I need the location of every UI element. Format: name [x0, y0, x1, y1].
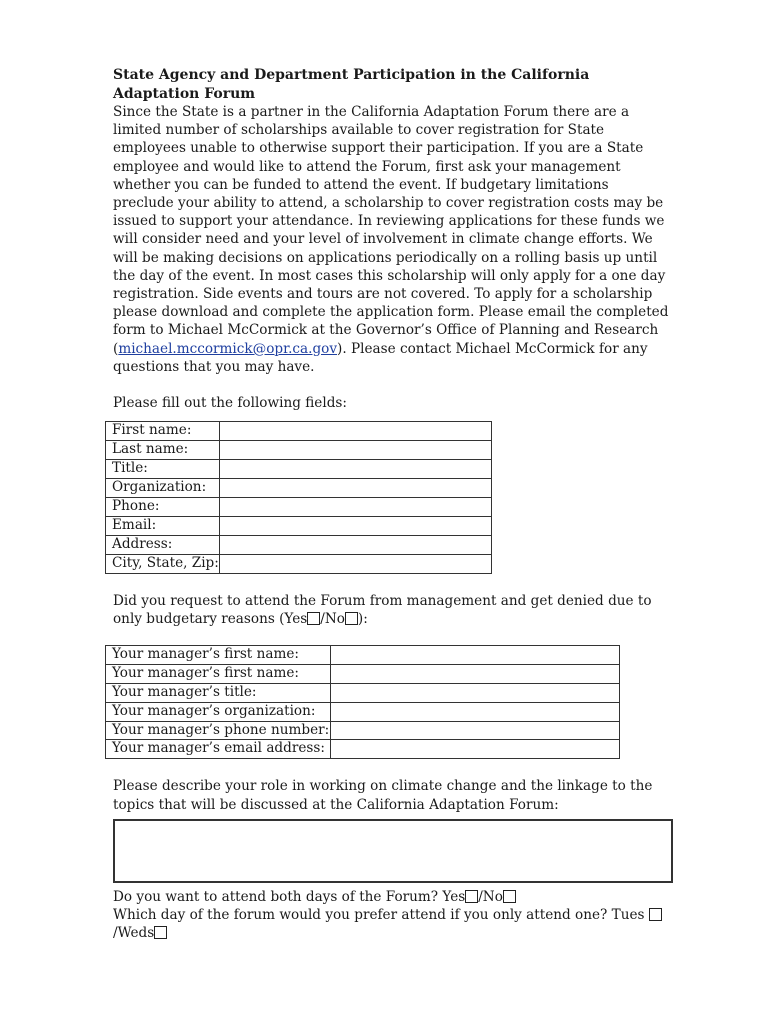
- city-state-zip-field[interactable]: [220, 554, 492, 573]
- manager-organization-field[interactable]: [331, 702, 620, 721]
- table-row: [106, 516, 492, 535]
- table-row: [106, 497, 492, 516]
- field-label: Email:: [106, 516, 220, 535]
- field-label: Title:: [106, 460, 220, 479]
- table-row: [106, 535, 492, 554]
- manager-first-name-field[interactable]: [331, 645, 620, 664]
- field-label: Your manager’s phone number:: [106, 721, 331, 740]
- table-row: [106, 683, 620, 702]
- table-row: [106, 664, 620, 683]
- denied-yes-checkbox[interactable]: [307, 612, 320, 625]
- table-row: [106, 554, 492, 573]
- manager-phone-field[interactable]: [331, 721, 620, 740]
- document-page: [113, 66, 673, 942]
- both-days-yes-checkbox[interactable]: [465, 890, 478, 903]
- role-prompt: Please describe your role in working on climate change and the linkage to the topics that will be discussed at the California Adaptation Forum:: [113, 778, 653, 813]
- field-label: Your manager’s organization:: [106, 702, 331, 721]
- weds-checkbox[interactable]: [154, 926, 167, 939]
- email-field[interactable]: [220, 516, 492, 535]
- denied-question: [113, 592, 673, 628]
- table-row: [106, 460, 492, 479]
- manager-table: [105, 645, 620, 759]
- field-label: Your manager’s first name:: [106, 645, 331, 664]
- table-row: [106, 422, 492, 441]
- table-row: [106, 645, 620, 664]
- fill-prompt: Please fill out the following fields:: [113, 395, 347, 412]
- intro-text-end: ). Please contact Michael McCormick for any questions that you may have.: [113, 340, 648, 375]
- title-field[interactable]: [220, 460, 492, 479]
- field-label: Address:: [106, 535, 220, 554]
- table-row: [106, 740, 620, 759]
- table-row: [106, 702, 620, 721]
- address-field[interactable]: [220, 535, 492, 554]
- preferred-day-text: Which day of the forum would you prefer attend if you only attend one? Tues: [113, 906, 649, 923]
- preferred-day-question: [113, 906, 673, 942]
- last-name-field[interactable]: [220, 441, 492, 460]
- field-label: First name:: [106, 422, 220, 441]
- phone-field[interactable]: [220, 497, 492, 516]
- field-label: Last name:: [106, 441, 220, 460]
- field-label: Phone:: [106, 497, 220, 516]
- denied-question-text: Did you request to attend the Forum from management and get denied due to only budgetary reasons (Yes: [113, 592, 652, 627]
- field-label: Your manager’s title:: [106, 683, 331, 702]
- organization-field[interactable]: [220, 478, 492, 497]
- table-row: [106, 721, 620, 740]
- applicant-table: [105, 421, 492, 573]
- table-row: [106, 478, 492, 497]
- manager-email-field[interactable]: [331, 740, 620, 759]
- manager-title-field[interactable]: [331, 683, 620, 702]
- document-title: State Agency and Department Participation in the California Adaptation Forum: [113, 67, 590, 102]
- table-row: [106, 441, 492, 460]
- field-label: Organization:: [106, 478, 220, 497]
- field-label: City, State, Zip:: [106, 554, 220, 573]
- field-label: Your manager’s email address:: [106, 740, 331, 759]
- role-description-textarea[interactable]: [113, 819, 673, 883]
- both-days-question: [113, 888, 673, 906]
- first-name-field[interactable]: [220, 422, 492, 441]
- field-label: Your manager’s first name:: [106, 664, 331, 683]
- denied-no-label: /No: [320, 610, 345, 627]
- tues-checkbox[interactable]: [649, 908, 662, 921]
- denied-no-checkbox[interactable]: [345, 612, 358, 625]
- both-days-text: Do you want to attend both days of the Forum? Yes: [113, 888, 466, 905]
- both-days-no-label: /No: [478, 888, 503, 905]
- intro-text: Since the State is a partner in the California Adaptation Forum there are a limited number of scholarships available to cover registration for State employees unable to otherwise support their participation. If you are a State employee and would like to attend the Forum, first ask your management whether you can be funded to attend the event. If budgetary limitations preclude your ability to attend, a scholarship to cover registration costs may be issued to support your attendance. In reviewing applications for these funds we will consider need and your level of involvement in climate change efforts. We will be making decisions on applications periodically on a rolling basis up until the day of the event. In most cases this scholarship will only apply for a one day registration. Side events and tours are not covered. To apply for a scholarship please download and complete the application form. Please email the completed form to Michael McCormick at the Governor’s Office of Planning and Research (: [113, 104, 669, 357]
- weds-label: /Weds: [113, 925, 155, 942]
- both-days-no-checkbox[interactable]: [503, 890, 516, 903]
- denied-question-end: ):: [357, 610, 368, 627]
- manager-second-name-field[interactable]: [331, 664, 620, 683]
- contact-email-link[interactable]: michael.mccormick@opr.ca.gov: [118, 340, 338, 357]
- intro-paragraph: [113, 103, 673, 376]
